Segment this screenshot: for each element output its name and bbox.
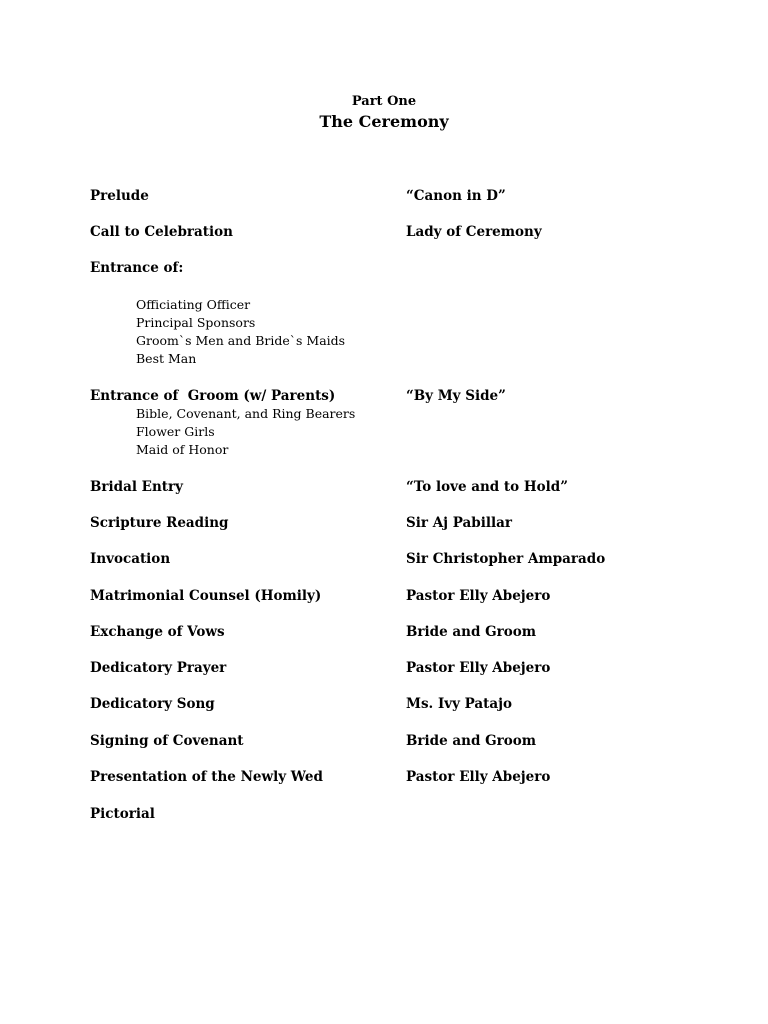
- program-item: Invocation: [90, 551, 171, 567]
- program-row: [0, 258, 768, 278]
- program-row: [0, 804, 768, 824]
- program-detail: “Canon in D”: [406, 188, 506, 204]
- program-row: [0, 222, 768, 242]
- program-row: [0, 186, 768, 206]
- program-detail: Bride and Groom: [406, 733, 537, 749]
- groom-entrance-list-item: Maid of Honor: [136, 442, 229, 457]
- program-row: [0, 386, 768, 406]
- program-row: [0, 477, 768, 497]
- program-item: Entrance of:: [90, 260, 184, 276]
- program-item: Signing of Covenant: [90, 733, 244, 749]
- program-detail: Sir Aj Pabillar: [406, 515, 512, 531]
- part-label: Part One: [351, 94, 417, 109]
- program-item: Prelude: [90, 188, 149, 204]
- entrance-list-item: Principal Sponsors: [136, 315, 256, 330]
- program-row: [0, 658, 768, 678]
- program-row: [0, 694, 768, 714]
- program-item: Pictorial: [90, 806, 155, 822]
- program-item: Entrance of Groom (w/ Parents): [90, 388, 336, 404]
- page-title: The Ceremony: [319, 112, 449, 131]
- program-detail: Pastor Elly Abejero: [406, 769, 551, 785]
- program-detail: Lady of Ceremony: [406, 224, 542, 240]
- program-detail: Ms. Ivy Patajo: [406, 696, 513, 712]
- program-item: Exchange of Vows: [90, 624, 225, 640]
- program-item: Presentation of the Newly Wed: [90, 769, 323, 785]
- program-item: Dedicatory Prayer: [90, 660, 227, 676]
- program-row: [0, 622, 768, 642]
- program-row: [0, 731, 768, 751]
- program-detail: “By My Side”: [406, 388, 506, 404]
- entrance-list-item: Groom`s Men and Bride`s Maids: [136, 333, 346, 348]
- program-row: [0, 586, 768, 606]
- program-row: [0, 549, 768, 569]
- program-item: Scripture Reading: [90, 515, 229, 531]
- program-detail: Sir Christopher Amparado: [406, 551, 606, 567]
- program-detail: Pastor Elly Abejero: [406, 588, 551, 604]
- program-item: Dedicatory Song: [90, 696, 215, 712]
- program-item: Matrimonial Counsel (Homily): [90, 588, 322, 604]
- program-detail: Pastor Elly Abejero: [406, 660, 551, 676]
- entrance-list-item: Officiating Officer: [136, 297, 251, 312]
- entrance-list-item: Best Man: [136, 351, 197, 366]
- program-detail: Bride and Groom: [406, 624, 537, 640]
- program-row: [0, 767, 768, 787]
- groom-entrance-list-item: Bible, Covenant, and Ring Bearers: [136, 406, 356, 421]
- program-item: Bridal Entry: [90, 479, 183, 495]
- program-row: [0, 513, 768, 533]
- groom-entrance-list-item: Flower Girls: [136, 424, 215, 439]
- program-item: Call to Celebration: [90, 224, 233, 240]
- program-detail: “To love and to Hold”: [406, 479, 568, 495]
